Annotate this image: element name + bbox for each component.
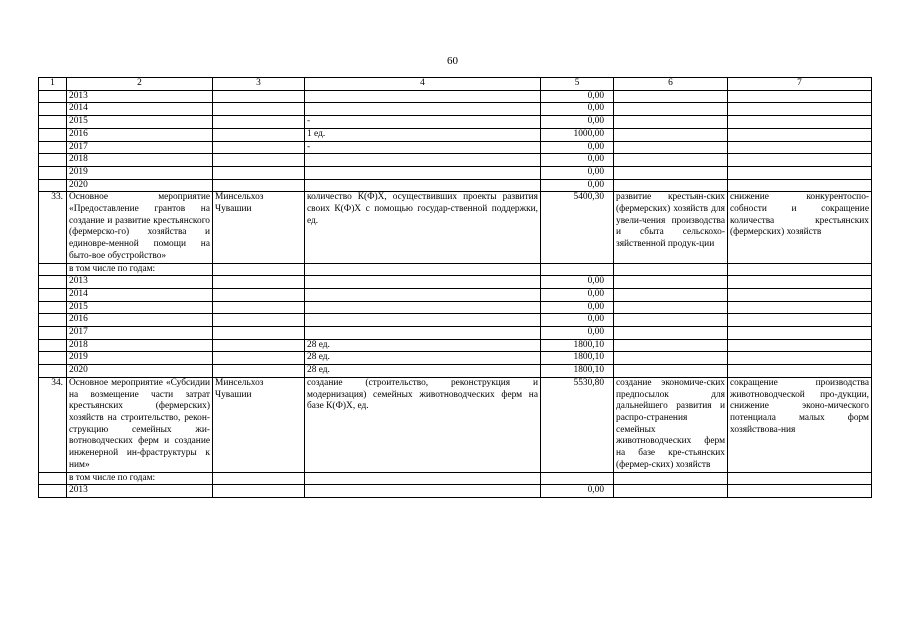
executor-cell <box>213 103 305 116</box>
indicator-cell: создание (строительство, реконструкция и модернизация) семейных животноводческих ферм на базе К(Ф)Х, ед. <box>305 377 541 472</box>
year-row <box>39 314 872 327</box>
executor-cell <box>213 301 305 314</box>
program-table <box>38 77 872 498</box>
value-cell: 0,00 <box>541 166 614 179</box>
year-cell: 2014 <box>67 103 213 116</box>
year-row <box>39 301 872 314</box>
risk-cell <box>728 301 872 314</box>
empty-cell <box>305 472 541 485</box>
year-row <box>39 141 872 154</box>
risk-cell <box>728 103 872 116</box>
year-row <box>39 128 872 141</box>
year-cell: 2013 <box>67 276 213 289</box>
num-cell <box>39 365 67 378</box>
result-cell <box>614 128 728 141</box>
indicator-cell <box>305 314 541 327</box>
num-cell <box>39 154 67 167</box>
indicator-cell: количество К(Ф)Х, осуществивших проекты развития своих К(Ф)Х с помощью государ-ственной поддержки, ед. <box>305 192 541 263</box>
num-cell <box>39 327 67 340</box>
executor-cell <box>213 485 305 498</box>
page-number: 60 <box>447 55 458 67</box>
year-cell: 2016 <box>67 128 213 141</box>
executor-cell <box>213 339 305 352</box>
year-row <box>39 485 872 498</box>
value-cell: 0,00 <box>541 327 614 340</box>
header-cell: 5 <box>541 78 614 91</box>
num-cell <box>39 166 67 179</box>
year-row <box>39 339 872 352</box>
year-cell: 2017 <box>67 327 213 340</box>
result-cell <box>614 103 728 116</box>
risk-cell <box>728 116 872 129</box>
executor-cell <box>213 288 305 301</box>
empty-cell <box>614 472 728 485</box>
result-cell <box>614 90 728 103</box>
year-cell: 2020 <box>67 365 213 378</box>
value-cell: 1800,10 <box>541 352 614 365</box>
year-cell: 2019 <box>67 166 213 179</box>
indicator-cell <box>305 166 541 179</box>
num-cell <box>39 90 67 103</box>
year-cell: 2018 <box>67 154 213 167</box>
num-cell <box>39 263 67 276</box>
risk-cell <box>728 276 872 289</box>
header-cell: 6 <box>614 78 728 91</box>
result-cell <box>614 352 728 365</box>
indicator-cell: - <box>305 141 541 154</box>
empty-cell <box>305 263 541 276</box>
risk-cell: снижение конкурентоспо-собности и сокращение количества крестьянских (фермерских) хозяйств <box>728 192 872 263</box>
item-row <box>39 192 872 263</box>
indicator-cell: 28 ед. <box>305 365 541 378</box>
empty-cell <box>614 263 728 276</box>
result-cell <box>614 154 728 167</box>
year-cell: 2014 <box>67 288 213 301</box>
year-cell: 2015 <box>67 116 213 129</box>
header-row <box>39 78 872 91</box>
year-row <box>39 179 872 192</box>
year-row <box>39 166 872 179</box>
year-cell: 2015 <box>67 301 213 314</box>
year-cell: 2013 <box>67 90 213 103</box>
value-cell: 1800,10 <box>541 365 614 378</box>
item-row <box>39 377 872 472</box>
value-cell: 0,00 <box>541 314 614 327</box>
year-cell: 2013 <box>67 485 213 498</box>
result-cell: создание экономиче-ских предпосылок для дальнейшего развития и распро-странения семейных животноводческих ферм на базе кре-стьянских (фермер-ских) хозяйств <box>614 377 728 472</box>
num-cell <box>39 301 67 314</box>
num-cell <box>39 485 67 498</box>
value-cell: 0,00 <box>541 116 614 129</box>
year-row <box>39 327 872 340</box>
executor-cell <box>213 154 305 167</box>
by-years-row <box>39 263 872 276</box>
executor-cell <box>213 314 305 327</box>
num-cell <box>39 128 67 141</box>
num-cell <box>39 288 67 301</box>
year-row <box>39 154 872 167</box>
year-row <box>39 288 872 301</box>
risk-cell <box>728 339 872 352</box>
indicator-cell <box>305 179 541 192</box>
value-cell: 0,00 <box>541 141 614 154</box>
value-cell: 0,00 <box>541 103 614 116</box>
item-number: 33. <box>39 192 67 263</box>
executor-cell <box>213 166 305 179</box>
num-cell <box>39 339 67 352</box>
item-number: 34. <box>39 377 67 472</box>
item33-name: Основное мероприятие «Предоставление грантов на создание и развитие крестьянского (фермерско-го) хозяйства и единовре-менной помощи на быто-вое обустройство» <box>67 192 213 263</box>
empty-cell <box>728 263 872 276</box>
result-cell <box>614 301 728 314</box>
num-cell <box>39 314 67 327</box>
result-cell <box>614 288 728 301</box>
risk-cell <box>728 365 872 378</box>
risk-cell <box>728 90 872 103</box>
value-cell: 5400,30 <box>541 192 614 263</box>
risk-cell <box>728 485 872 498</box>
result-cell <box>614 485 728 498</box>
header-cell: 7 <box>728 78 872 91</box>
header-cell: 2 <box>67 78 213 91</box>
year-row <box>39 103 872 116</box>
by-years-label: в том числе по годам: <box>67 472 213 485</box>
indicator-cell <box>305 276 541 289</box>
header-cell: 3 <box>213 78 305 91</box>
executor-cell <box>213 276 305 289</box>
executor-cell <box>213 365 305 378</box>
num-cell <box>39 276 67 289</box>
risk-cell <box>728 128 872 141</box>
num-cell <box>39 179 67 192</box>
year-cell: 2017 <box>67 141 213 154</box>
indicator-cell <box>305 103 541 116</box>
risk-cell <box>728 179 872 192</box>
year-row <box>39 90 872 103</box>
risk-cell: сокращение производства животноводческой про-дукции, снижение эконо-мического потенциала малых форм хозяйствова-ния <box>728 377 872 472</box>
year-row <box>39 276 872 289</box>
executor-cell <box>213 179 305 192</box>
value-cell: 0,00 <box>541 276 614 289</box>
executor-cell <box>213 116 305 129</box>
empty-cell <box>213 263 305 276</box>
num-cell <box>39 141 67 154</box>
executor-cell <box>213 352 305 365</box>
executor-cell <box>213 141 305 154</box>
risk-cell <box>728 327 872 340</box>
risk-cell <box>728 288 872 301</box>
executor-cell: Минсельхоз Чувашии <box>213 377 305 472</box>
result-cell <box>614 365 728 378</box>
result-cell <box>614 179 728 192</box>
result-cell <box>614 314 728 327</box>
value-cell: 0,00 <box>541 154 614 167</box>
indicator-cell <box>305 301 541 314</box>
year-cell: 2016 <box>67 314 213 327</box>
result-cell <box>614 166 728 179</box>
indicator-cell <box>305 327 541 340</box>
value-cell: 0,00 <box>541 288 614 301</box>
value-cell: 0,00 <box>541 90 614 103</box>
risk-cell <box>728 154 872 167</box>
value-cell: 0,00 <box>541 301 614 314</box>
value-cell: 1000,00 <box>541 128 614 141</box>
result-cell: развитие крестьян-ских (фермерских) хозяйств для увели-чения производства и сбыта сельскохо-зяйственной продук-ции <box>614 192 728 263</box>
executor-cell <box>213 128 305 141</box>
year-cell: 2020 <box>67 179 213 192</box>
indicator-cell <box>305 90 541 103</box>
year-row <box>39 352 872 365</box>
risk-cell <box>728 352 872 365</box>
header-cell: 4 <box>305 78 541 91</box>
indicator-cell <box>305 154 541 167</box>
result-cell <box>614 141 728 154</box>
value-cell: 0,00 <box>541 179 614 192</box>
empty-cell <box>541 472 614 485</box>
indicator-cell: 28 ед. <box>305 352 541 365</box>
indicator-cell <box>305 485 541 498</box>
value-cell: 5530,80 <box>541 377 614 472</box>
num-cell <box>39 116 67 129</box>
by-years-row <box>39 472 872 485</box>
indicator-cell: 28 ед. <box>305 339 541 352</box>
result-cell <box>614 116 728 129</box>
year-cell: 2019 <box>67 352 213 365</box>
indicator-cell: 1 ед. <box>305 128 541 141</box>
risk-cell <box>728 314 872 327</box>
empty-cell <box>213 472 305 485</box>
header-cell: 1 <box>39 78 67 91</box>
executor-cell: Минсельхоз Чувашии <box>213 192 305 263</box>
num-cell <box>39 472 67 485</box>
indicator-cell <box>305 288 541 301</box>
executor-cell <box>213 327 305 340</box>
value-cell: 0,00 <box>541 485 614 498</box>
year-row <box>39 116 872 129</box>
year-cell: 2018 <box>67 339 213 352</box>
num-cell <box>39 103 67 116</box>
item34-name: Основное мероприятие «Субсидии на возмещение части затрат крестьянских (фермерских) хозяйств на строительство, рекон-струкцию семейных жи-вотноводческих ферм и создание инженерной ин-фраструктуры к ним» <box>67 377 213 472</box>
empty-cell <box>541 263 614 276</box>
num-cell <box>39 352 67 365</box>
result-cell <box>614 327 728 340</box>
executor-cell <box>213 90 305 103</box>
empty-cell <box>728 472 872 485</box>
result-cell <box>614 276 728 289</box>
year-row <box>39 365 872 378</box>
result-cell <box>614 339 728 352</box>
value-cell: 1800,10 <box>541 339 614 352</box>
indicator-cell: - <box>305 116 541 129</box>
risk-cell <box>728 141 872 154</box>
risk-cell <box>728 166 872 179</box>
by-years-label: в том числе по годам: <box>67 263 213 276</box>
